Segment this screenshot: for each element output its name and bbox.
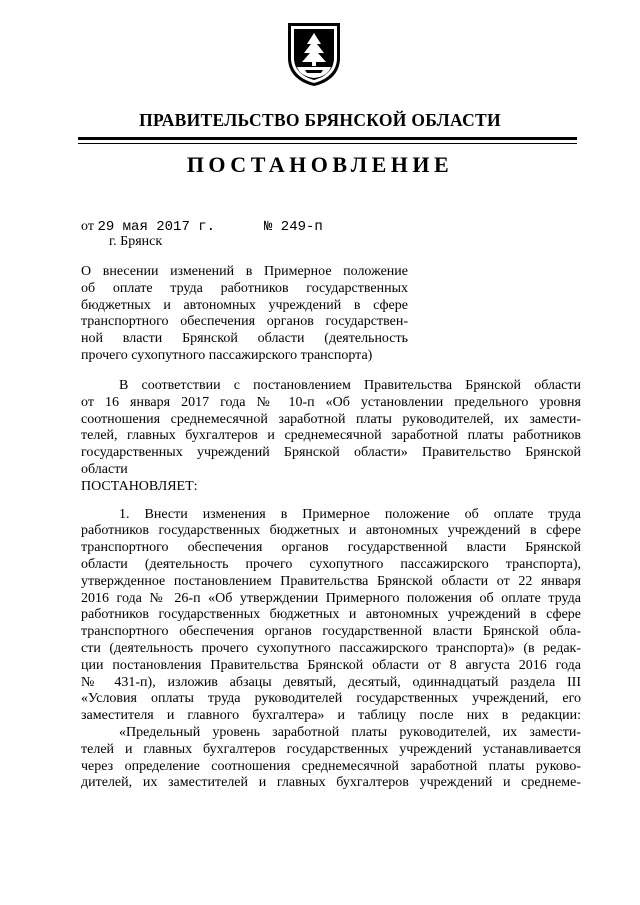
header-rule-thick xyxy=(78,137,577,140)
item1-line: заместителя и главного бухгалтера» и таблицу после них в редакции: xyxy=(81,708,581,724)
quote-line: телей и главных бухгалтеров государственных учреждений устанавливается xyxy=(81,741,581,757)
preamble-line: от 16 января 2017 года № 10-п «Об установлении предельного уровня xyxy=(81,394,581,410)
item1-line: 2016 года № 26-п «Об утверждении Примерного положения об оплате труда xyxy=(81,590,581,606)
item1-line: работников государственных бюджетных и автономных учреждений в сфере xyxy=(81,607,581,623)
document-date xyxy=(81,219,215,235)
quote-line: дителей, их заместителей и главных бухгалтеров учреждений и среднеме- xyxy=(81,775,581,791)
quote-line: через определение соотношения среднемесячной заработной платы руково- xyxy=(81,758,581,774)
document-number: № 249-п xyxy=(264,219,323,235)
document-type-title: ПОСТАНОВЛЕНИЕ xyxy=(186,152,454,177)
item1-line: утвержденное постановлением Правительства Брянской области от 22 января xyxy=(81,573,581,589)
document-city: г. Брянск xyxy=(109,234,163,249)
date-prefix: от xyxy=(81,219,94,234)
subject-line: об оплате труда работников государственных xyxy=(81,280,408,296)
preamble-line: государственных учреждений Брянской области» Правительство Брянской xyxy=(81,445,581,461)
subject-line: бюджетных и автономных учреждений в сфере xyxy=(81,297,408,313)
item1-line: транспортного обеспечения органов государственной власти Брянской обла- xyxy=(81,624,581,640)
subject-line: О внесении изменений в Примерное положение xyxy=(81,264,408,279)
item1-line: работников государственных бюджетных и автономных учреждений в сфере xyxy=(81,523,581,539)
preamble-line: соотношения среднемесячной заработной платы руководителей, их замести- xyxy=(81,411,581,427)
subject-line: прочего сухопутного пассажирского транспорта) xyxy=(81,347,373,363)
item1-line: сти (деятельность прочего сухопутного пассажирского транспорта)» (в редак- xyxy=(81,640,581,656)
government-title: ПРАВИТЕЛЬСТВО БРЯНСКОЙ ОБЛАСТИ xyxy=(139,110,501,130)
document-body xyxy=(81,378,581,792)
subject-line: ной власти Брянской области (деятельность xyxy=(81,331,408,347)
date-value: 29 мая 2017 г. xyxy=(97,219,216,235)
item1-line: транспортного обеспечения органов государственной власти Брянской xyxy=(81,540,581,556)
preamble-line: телей, главных бухгалтеров и среднемесячной заработной платы работников xyxy=(81,428,581,444)
decree-word: ПОСТАНОВЛЯЕТ: xyxy=(81,478,198,494)
coat-of-arms-emblem xyxy=(285,20,343,88)
subject-line: транспортного обеспечения органов государствен- xyxy=(81,314,408,330)
header-rule-thin xyxy=(78,143,577,144)
item1-line: 1. Внести изменения в Примерное положение об оплате труда xyxy=(119,506,581,522)
item1-line: № 431-п), изложив абзацы девятый, десятый, одиннадцатый раздела III xyxy=(81,674,581,690)
item1-line: области (деятельность прочего сухопутного пассажирского транспорта), xyxy=(81,556,581,572)
preamble-line: области xyxy=(81,461,128,477)
document-subject xyxy=(81,264,408,365)
quote-line: «Предельный уровень заработной платы руководителей, их замести- xyxy=(119,724,581,740)
item1-line: «Условия оплаты труда руководителей государственных учреждений, его xyxy=(81,691,581,707)
item1-line: ции постановления Правительства Брянской области от 8 августа 2016 года xyxy=(81,657,581,673)
preamble-line: В соответствии с постановлением Правительства Брянской области xyxy=(119,378,581,393)
